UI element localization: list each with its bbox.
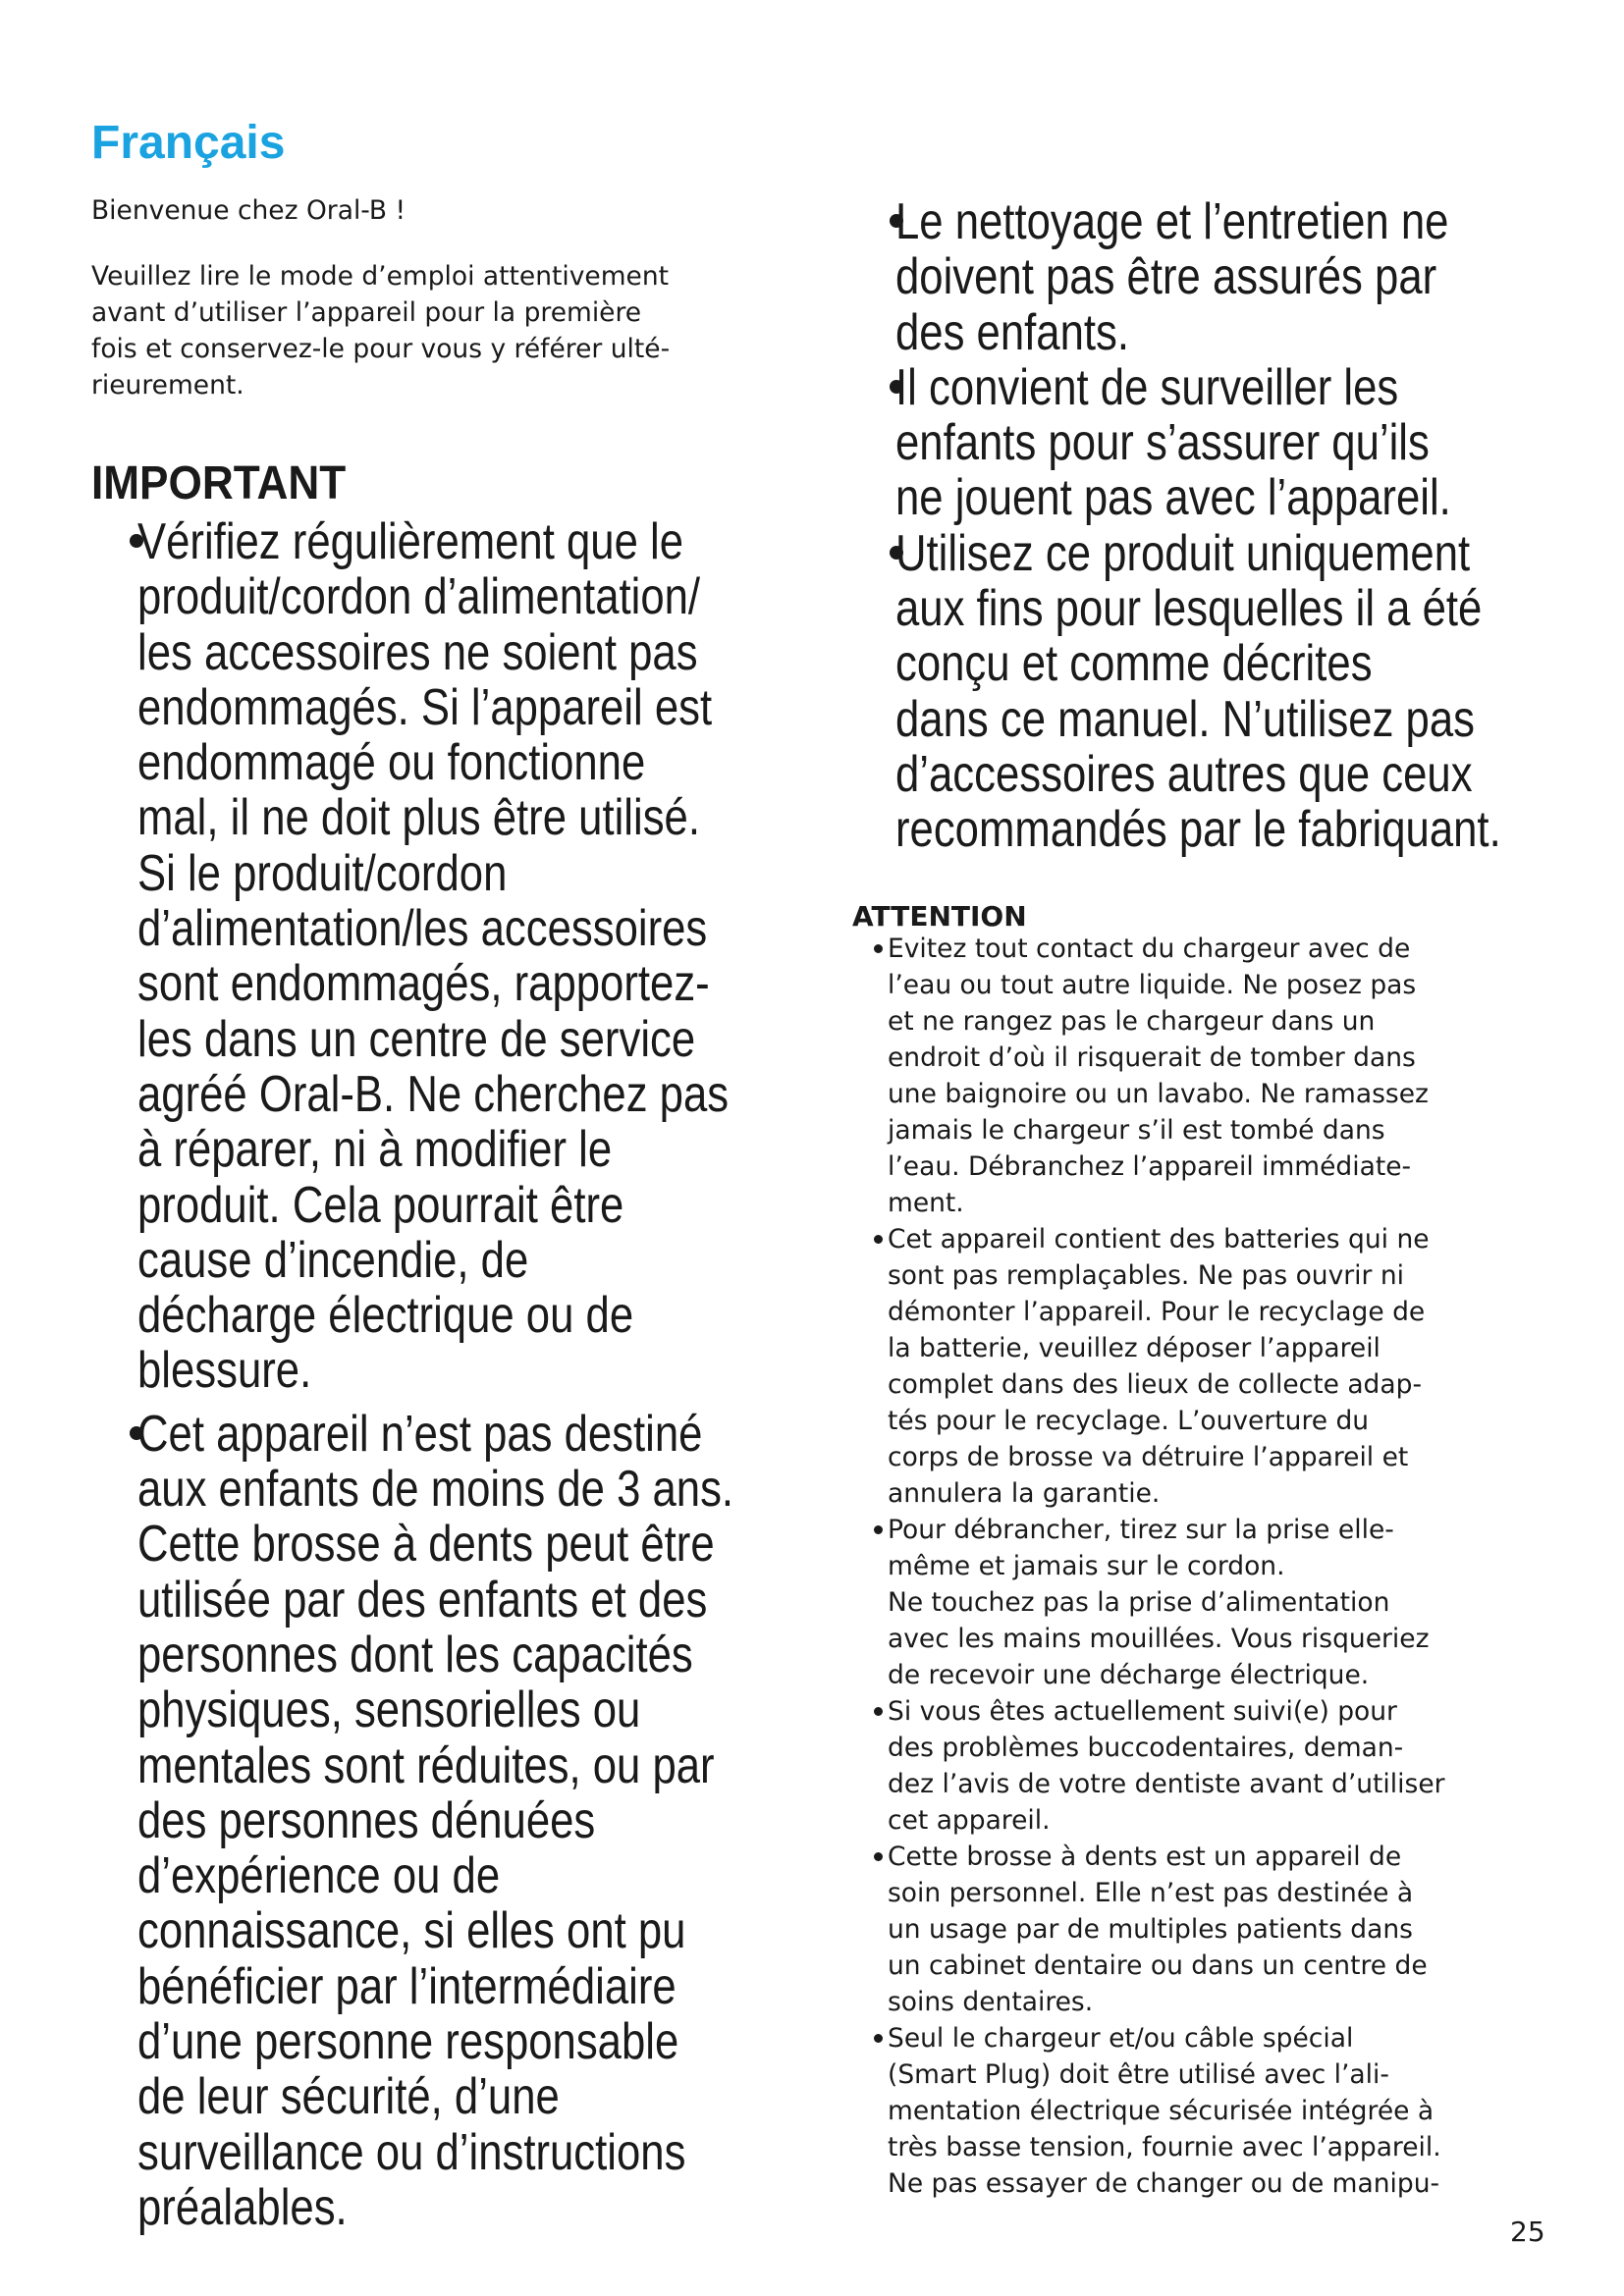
bullet-dot <box>874 1525 883 1534</box>
bullet-dot <box>874 1707 883 1716</box>
important-item: Vérifiez régulièrement que le produit/cordon d’alimentation/ les accessoires ne soient pas endommagés. Si l’appareil est endommagé ou fonctionne mal, il ne doit plus être utilisé. Si le produit/cordon d’alimentation/les accessoires sont endommagés, rapportez- les dans un centre de service agréé Oral-B. Ne cherchez pas à réparer, ni à modifier le produit. Cela pourrait être cause d’incendie, de décharge électrique ou de blessure. <box>137 513 730 1400</box>
attention-list <box>874 931 1561 2202</box>
important-item: Le nettoyage et l’entretien ne doivent pas être assurés par des enfants. <box>895 193 1449 361</box>
important-column-left <box>137 514 884 2235</box>
important-item-wrap <box>895 194 1624 360</box>
important-item: Cet appareil n’est pas destiné aux enfants de moins de 3 ans. Cette brosse à dents peut être utilisée par des enfants et des personnes dont les capacités physiques, sensorielles ou mentales sont réduites, ou par des personnes dénuées d’expérience ou de connaissance, si elles ont pu bénéficier par l’intermédiaire d’une personne responsable de leur sécurité, d’une surveillance ou d’instructions préalables. <box>137 1405 734 2236</box>
page-number: 25 <box>1510 2216 1545 2248</box>
attention-item <box>874 1839 1561 2020</box>
attention-item-text: Seul le chargeur et/ou câble spécial (Smart Plug) doit être utilisé avec l’ali- mentation électrique sécurisée intégrée à très basse tension, fournie avec l’appareil. Ne pas essayer de changer ou de manipu- <box>888 2023 1441 2199</box>
important-item-wrap <box>137 1407 884 2235</box>
attention-item-text: Cette brosse à dents est un appareil de soin personnel. Elle n’est pas destinée à un usage par de multiples patients dans un cabinet dentaire ou dans un centre de soins dentaires. <box>888 1842 1428 2017</box>
intro-text: Veuillez lire le mode d’emploi attentivement avant d’utiliser l’appareil pour la première fois et conservez-le pour vous y référer ulté- rieurement. <box>91 261 671 400</box>
important-column-right <box>895 194 1624 858</box>
bullet-dot <box>874 1852 883 1861</box>
attention-item <box>874 2020 1561 2202</box>
important-item: Il convient de surveiller les enfants pour s’assurer qu’ils ne jouent pas avec l’appareil. <box>895 358 1451 527</box>
attention-item-text: Evitez tout contact du chargeur avec de l’eau ou tout autre liquide. Ne posez pas et ne rangez pas le chargeur dans un endroit d’où il risquerait de tomber dans une baignoire ou un lavabo. Ne ramassez jamais le chargeur s’il est tombé dans l’eau. Débranchez l’appareil immédiate- ment. <box>888 934 1429 1218</box>
attention-heading: ATTENTION <box>852 900 1027 933</box>
attention-item <box>874 931 1561 1221</box>
attention-item-text: Pour débrancher, tirez sur la prise elle- même et jamais sur le cordon. Ne touchez pas la prise d’alimentation avec les mains mouillées. Vous risqueriez de recevoir une décharge électrique. <box>888 1515 1430 1690</box>
attention-item <box>874 1512 1561 1693</box>
attention-item <box>874 1693 1561 1839</box>
bullet-dot <box>874 2034 883 2043</box>
attention-item-text: Si vous êtes actuellement suivi(e) pour des problèmes buccodentaires, deman- dez l’avis de votre dentiste avant d’utiliser cet appareil. <box>888 1696 1445 1836</box>
bullet-dot <box>874 944 883 953</box>
language-title: Français <box>91 117 286 169</box>
important-item-wrap <box>895 360 1624 526</box>
welcome-text: Bienvenue chez Oral-B ! <box>91 195 406 226</box>
attention-item <box>874 1221 1561 1512</box>
important-item-wrap <box>895 526 1624 858</box>
important-heading: IMPORTANT <box>91 457 347 509</box>
important-item: Utilisez ce produit uniquement aux fins pour lesquelles il a été conçu et comme décrites dans ce manuel. N’utilisez pas d’accessoires autres que ceux recommandés par le fabriquant. <box>895 524 1501 859</box>
attention-item-text: Cet appareil contient des batteries qui ne sont pas remplaçables. Ne pas ouvrir ni démonter l’appareil. Pour le recyclage de la batterie, veuillez déposer l’appareil complet dans des lieux de collecte adap- tés pour le recyclage. L’ouverture du corps de brosse va détruire l’appareil et annulera la garantie. <box>888 1224 1430 1509</box>
bullet-dot <box>874 1235 883 1244</box>
